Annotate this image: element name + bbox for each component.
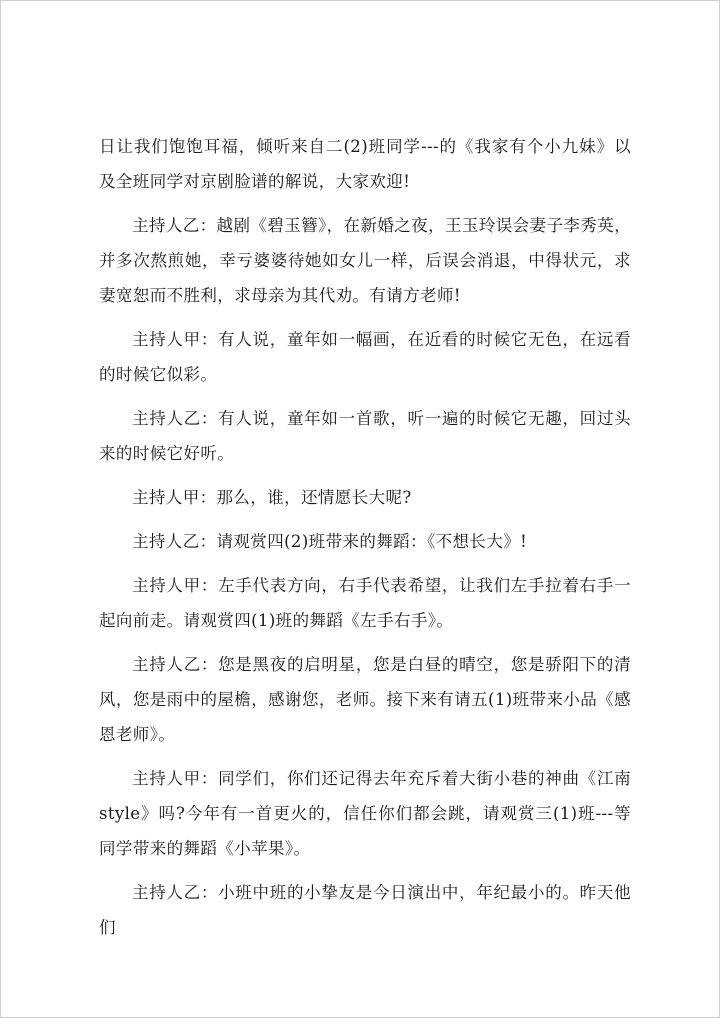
paragraph-8: 主持人乙：您是黑夜的启明星，您是白昼的晴空，您是骄阳下的清风，您是雨中的屋檐，感谢您，老师。接下来有请五(1)班带来小品《感恩老师》。 bbox=[99, 655, 631, 744]
paragraph-2: 主持人乙：越剧《碧玉簪》，在新婚之夜，王玉玲误会妻子李秀英，并多次熬煎她，幸亏婆婆待她如女儿一样，后误会消退，中得状元，求妻宽恕而不胜利，求母亲为其代劝。有请方老师! bbox=[99, 216, 631, 305]
paragraph-5: 主持人甲：那么，谁，还情愿长大呢? bbox=[132, 488, 412, 507]
paragraph-1: 日让我们饱饱耳福，倾听来自二(2)班同学---的《我家有个小九妹》以及全班同学对京剧脸谱的解说，大家欢迎! bbox=[99, 137, 631, 191]
paragraph-10: 主持人乙：小班中班的小挚友是今日演出中，年纪最小的。昨天他们 bbox=[99, 883, 631, 937]
paragraph-9: 主持人甲：同学们，你们还记得去年充斥着大街小巷的神曲《江南style》吗?今年有一首更火的，信任你们都会跳，请观赏三(1)班---等同学带来的舞蹈《小苹果》。 bbox=[99, 769, 631, 858]
paragraph-6: 主持人乙：请观赏四(2)班带来的舞蹈：《不想长大》! bbox=[132, 532, 528, 551]
paragraph-4: 主持人乙：有人说，童年如一首歌，听一遍的时候它无趣，回过头来的时候它好听。 bbox=[99, 409, 631, 463]
paragraph-7: 主持人甲：左手代表方向，右手代表希望，让我们左手拉着右手一起向前走。请观赏四(1)班的舞蹈《左手右手》。 bbox=[99, 576, 631, 630]
document-body bbox=[99, 129, 631, 954]
paragraph-3: 主持人甲：有人说，童年如一幅画，在近看的时候它无色，在远看的时候它似彩。 bbox=[99, 330, 631, 384]
